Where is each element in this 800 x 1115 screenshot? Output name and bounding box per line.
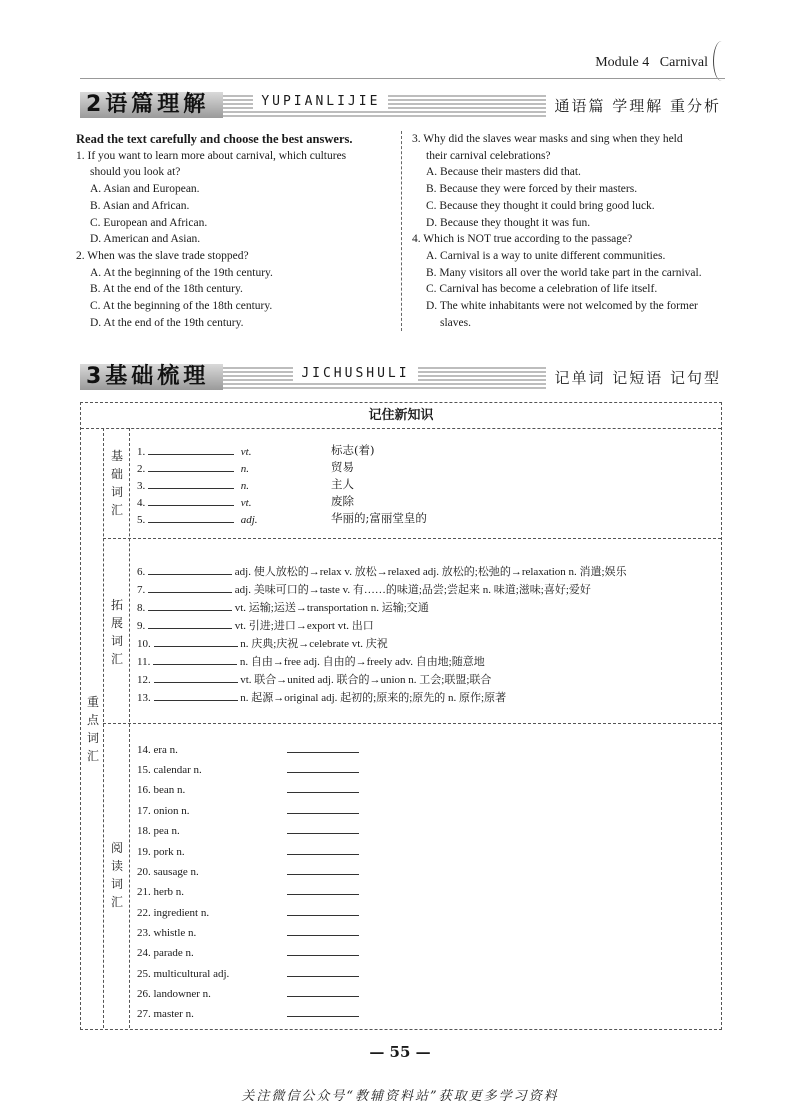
answer-blank[interactable] xyxy=(148,599,232,611)
column-divider xyxy=(401,131,402,331)
footer-note: 关注微信公众号“教辅资料站”获取更多学习资料 xyxy=(241,1089,559,1104)
option[interactable]: B. Because they were forced by their masters. xyxy=(426,183,638,196)
answer-blank[interactable] xyxy=(148,581,232,593)
answer-blank[interactable] xyxy=(287,985,359,997)
answer-blank[interactable] xyxy=(148,477,234,489)
answer-blank[interactable] xyxy=(154,635,238,647)
basic-item: 2. n. xyxy=(137,460,249,475)
option[interactable]: A. Asian and European. xyxy=(90,183,200,196)
answer-blank[interactable] xyxy=(287,1005,359,1017)
answer-blank[interactable] xyxy=(154,671,238,683)
expand-item: 6. adj. 使人放松的→relax v. 放松→relaxed adj. 放松的;松弛的→relaxation n. 消遣;娱乐 xyxy=(137,563,627,579)
section2-subtitle: 通语篇 学理解 重分析 xyxy=(546,95,725,117)
section3-band xyxy=(223,367,725,389)
question-text: 2. When was the slave trade stopped? xyxy=(76,249,249,262)
answer-blank[interactable] xyxy=(148,563,232,575)
reading-item: 20. sausage n. xyxy=(137,863,359,878)
vocab-box xyxy=(80,402,722,1030)
answer-blank[interactable] xyxy=(287,802,359,814)
page-number: — 55 — xyxy=(369,1043,431,1061)
question-1 xyxy=(76,148,396,248)
expand-vocab-label: 拓 展 词 汇 xyxy=(110,598,123,666)
option-cont: slaves. xyxy=(440,316,471,329)
answer-blank[interactable] xyxy=(287,781,359,793)
question-text-cont: their carnival celebrations? xyxy=(426,149,551,162)
section3-banner xyxy=(80,364,725,390)
answer-blank[interactable] xyxy=(287,822,359,834)
section2-label: 2语篇理解 xyxy=(80,92,223,118)
reading-item: 27. master n. xyxy=(137,1005,359,1020)
divider-expand xyxy=(103,723,721,724)
section2-band xyxy=(223,95,725,117)
option[interactable]: A. Because their masters did that. xyxy=(426,166,581,179)
option[interactable]: D. American and Asian. xyxy=(90,233,201,246)
section3-pinyin: JICHUSHULI xyxy=(293,366,417,382)
answer-blank[interactable] xyxy=(287,904,359,916)
answer-blank[interactable] xyxy=(287,843,359,855)
main-category-label: 重 点 词 汇 xyxy=(86,695,99,763)
header-rule xyxy=(80,78,725,79)
basic-item: 1. vt. xyxy=(137,443,251,458)
section2-banner xyxy=(80,92,725,118)
section3-label: 3基础梳理 xyxy=(80,364,223,390)
basic-meaning: 华丽的;富丽堂皇的 xyxy=(331,511,427,525)
reading-vocab-label: 阅 读 词 汇 xyxy=(110,841,123,909)
answer-blank[interactable] xyxy=(287,944,359,956)
module-number: Module 4 xyxy=(595,55,650,70)
basic-meaning: 标志(着) xyxy=(331,443,375,457)
basic-meaning: 贸易 xyxy=(331,460,354,474)
option[interactable]: B. Asian and African. xyxy=(90,199,190,212)
expand-item: 12. vt. 联合→united adj. 联合的→union n. 工会;联盟;联合 xyxy=(137,671,491,687)
expand-item: 9. vt. 引进;进口→export vt. 出口 xyxy=(137,617,374,633)
reading-item: 21. herb n. xyxy=(137,883,359,898)
reading-item: 23. whistle n. xyxy=(137,924,359,939)
bracket-decoration xyxy=(713,41,730,81)
vocab-box-title: 记住新知识 xyxy=(81,403,721,429)
reading-item: 22. ingredient n. xyxy=(137,904,359,919)
reading-item: 19. pork n. xyxy=(137,843,359,858)
reading-item: 18. pea n. xyxy=(137,822,359,837)
option[interactable]: D. At the end of the 19th century. xyxy=(90,316,244,329)
divider-sub xyxy=(129,428,130,1028)
section2-pinyin: YUPIANLIJIE xyxy=(253,94,388,110)
option[interactable]: C. European and African. xyxy=(90,216,208,229)
question-2 xyxy=(76,248,396,332)
answer-blank[interactable] xyxy=(153,653,237,665)
module-topic: Carnival xyxy=(659,55,708,70)
expand-item: 13. n. 起源→original adj. 起初的;原来的;原先的 n. 原作;原著 xyxy=(137,689,506,705)
basic-meaning: 主人 xyxy=(331,477,354,491)
option[interactable]: A. Carnival is a way to unite different communities. xyxy=(426,249,666,262)
instruction: Read the text carefully and choose the best answers. xyxy=(76,132,353,146)
option[interactable]: D. The white inhabitants were not welcomed by the former xyxy=(426,300,698,313)
question-4 xyxy=(412,231,732,331)
answer-blank[interactable] xyxy=(148,617,232,629)
basic-item: 3. n. xyxy=(137,477,249,492)
option[interactable]: C. At the beginning of the 18th century. xyxy=(90,300,273,313)
answer-blank[interactable] xyxy=(148,443,234,455)
reading-item: 24. parade n. xyxy=(137,944,359,959)
questions-left xyxy=(76,131,396,331)
section3-subtitle: 记单词 记短语 记句型 xyxy=(546,367,725,389)
question-text-cont: should you look at? xyxy=(90,166,181,179)
option[interactable]: B. Many visitors all over the world take part in the carnival. xyxy=(426,266,702,279)
question-text: 4. Which is NOT true according to the passage? xyxy=(412,233,633,246)
question-text: 1. If you want to learn more about carnival, which cultures xyxy=(76,149,347,162)
answer-blank[interactable] xyxy=(287,761,359,773)
option[interactable]: D. Because they thought it was fun. xyxy=(426,216,591,229)
answer-blank[interactable] xyxy=(287,965,359,977)
divider-basic xyxy=(103,538,721,539)
questions-right xyxy=(412,131,732,331)
reading-item: 26. landowner n. xyxy=(137,985,359,1000)
reading-item: 25. multicultural adj. xyxy=(137,965,359,980)
question-text: 3. Why did the slaves wear masks and sing when they held xyxy=(412,133,683,145)
expand-item: 8. vt. 运输;运送→transportation n. 运输;交通 xyxy=(137,599,429,615)
answer-blank[interactable] xyxy=(148,494,234,506)
expand-item: 10. n. 庆典;庆祝→celebrate vt. 庆祝 xyxy=(137,635,388,651)
reading-item: 17. onion n. xyxy=(137,802,359,817)
option[interactable]: C. Because they thought it could bring good luck. xyxy=(426,199,655,212)
basic-meaning: 废除 xyxy=(331,494,354,508)
option[interactable]: C. Carnival has become a celebration of life itself. xyxy=(426,283,658,296)
question-3 xyxy=(412,131,732,231)
answer-blank[interactable] xyxy=(154,689,238,701)
reading-item: 14. era n. xyxy=(137,741,359,756)
reading-item: 16. bean n. xyxy=(137,781,359,796)
divider-main xyxy=(103,428,104,1028)
basic-vocab-label: 基 础 词 汇 xyxy=(110,449,123,517)
answer-blank[interactable] xyxy=(287,741,359,753)
basic-item: 5. adj. xyxy=(137,511,258,526)
expand-item: 7. adj. 美味可口的→taste v. 有……的味道;品尝;尝起来 n. 味道;滋味;喜好;爱好 xyxy=(137,581,591,597)
option[interactable]: A. At the beginning of the 19th century. xyxy=(90,266,273,279)
answer-blank[interactable] xyxy=(287,883,359,895)
answer-blank[interactable] xyxy=(148,511,234,523)
expand-item: 11. n. 自由→free adj. 自由的→freely adv. 自由地;随意地 xyxy=(137,653,485,669)
answer-blank[interactable] xyxy=(287,863,359,875)
reading-item: 15. calendar n. xyxy=(137,761,359,776)
answer-blank[interactable] xyxy=(148,460,234,472)
answer-blank[interactable] xyxy=(287,924,359,936)
module-header xyxy=(595,55,708,71)
option[interactable]: B. At the end of the 18th century. xyxy=(90,283,243,296)
basic-item: 4. vt. xyxy=(137,494,251,509)
